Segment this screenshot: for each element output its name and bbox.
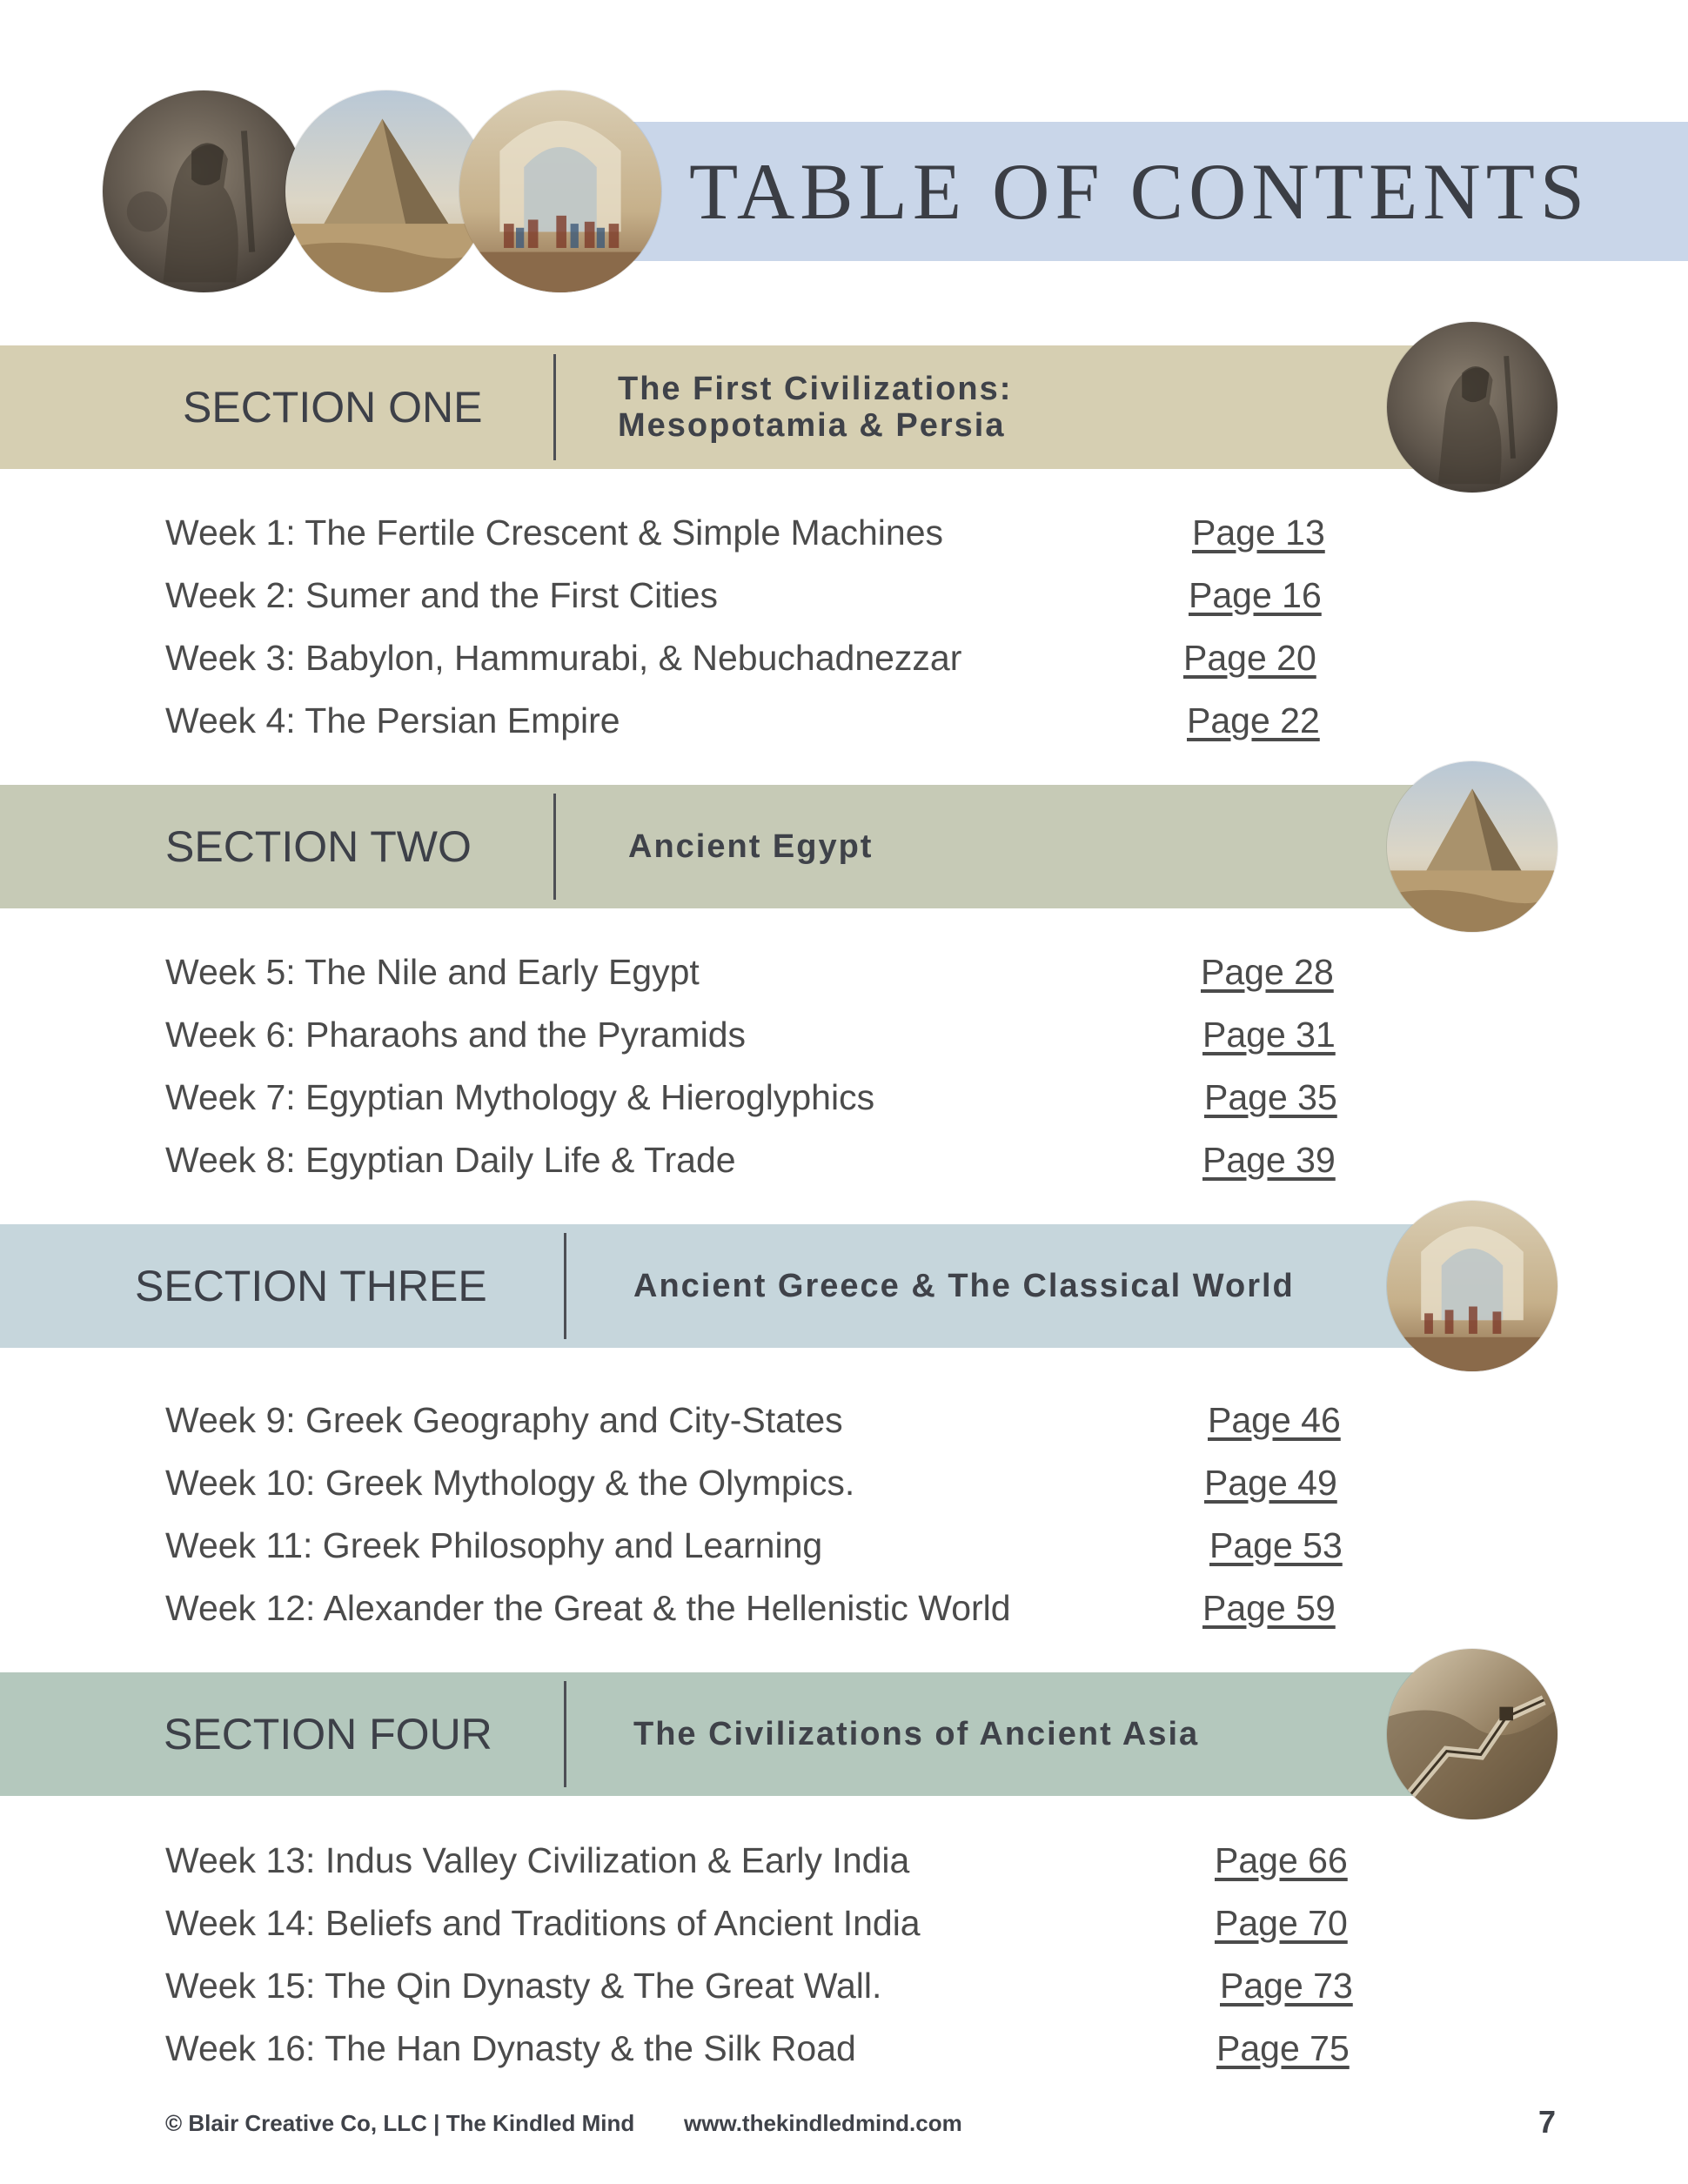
section-one-band [0,345,1453,469]
section-four-subtitle [633,1672,1199,1796]
section-three-band [0,1224,1453,1348]
week-title: Week 10: Greek Mythology & the Olympics. [165,1463,855,1503]
section-four-band [0,1672,1453,1796]
footer-website-link[interactable]: www.thekindledmind.com [684,2110,962,2136]
toc-row [165,1071,1383,1123]
toc-row [165,1582,1383,1634]
section-three-subtitle [633,1224,1295,1348]
toc-row [165,1008,1383,1061]
toc-row [165,1394,1383,1446]
footer-copyright: © Blair Creative Co, LLC | The Kindled Mind [165,2110,635,2136]
page-link[interactable]: Page 49 [1204,1463,1337,1503]
toc-row [165,694,1383,747]
toc-row [165,1897,1383,1949]
school-of-athens-image [1387,1201,1557,1371]
toc-row [165,1960,1383,2012]
page-link[interactable]: Page 13 [1192,513,1325,553]
pyramid-image [1387,761,1557,932]
week-title: Week 11: Greek Philosophy and Learning [165,1525,823,1565]
section-one-label: SECTION ONE [183,383,483,432]
week-title: Week 16: The Han Dynasty & the Silk Road [165,2028,856,2068]
assyrian-relief-image [1387,322,1557,492]
week-title: Week 3: Babylon, Hammurabi, & Nebuchadnezzar [165,638,962,678]
toc-row [165,632,1383,684]
section-divider [553,354,556,460]
page-link[interactable]: Page 35 [1204,1077,1337,1117]
great-wall-image [1387,1649,1557,1819]
section-three-label: SECTION THREE [135,1262,487,1310]
week-title: Week 8: Egyptian Daily Life & Trade [165,1140,736,1180]
page-link[interactable]: Page 16 [1189,575,1322,615]
page-link[interactable]: Page 53 [1209,1525,1343,1565]
week-title: Week 7: Egyptian Mythology & Hieroglyphics [165,1077,875,1117]
week-title: Week 12: Alexander the Great & the Hellenistic World [165,1588,1011,1628]
week-title: Week 2: Sumer and the First Cities [165,575,718,615]
section-four-label: SECTION FOUR [164,1710,492,1759]
week-title: Week 6: Pharaohs and the Pyramids [165,1015,746,1055]
section-two-subtitle [628,785,873,908]
page-link[interactable]: Page 70 [1215,1903,1348,1943]
week-title: Week 9: Greek Geography and City-States [165,1400,843,1440]
page-link[interactable]: Page 59 [1202,1588,1336,1628]
page-title: TABLE OF CONTENTS [689,147,1591,236]
page-link[interactable]: Page 75 [1216,2028,1350,2068]
page-link[interactable]: Page 46 [1208,1400,1341,1440]
page-link[interactable]: Page 66 [1215,1840,1348,1880]
week-title: Week 5: The Nile and Early Egypt [165,952,700,992]
school-of-athens-image [459,90,661,292]
section-divider [553,794,556,900]
section-one-subtitle [618,345,1012,469]
toc-row [165,2022,1383,2074]
section-two-band [0,785,1453,908]
page-link[interactable]: Page 31 [1202,1015,1336,1055]
section-three-subtitle-line1: Ancient Greece & The Classical World [633,1268,1295,1304]
section-one-subtitle-line2: Mesopotamia & Persia [618,407,1006,444]
page-link[interactable]: Page 20 [1183,638,1316,678]
section-two-label: SECTION TWO [165,822,472,871]
toc-row [165,569,1383,621]
week-title: Week 13: Indus Valley Civilization & Early India [165,1840,910,1880]
pyramid-image [285,90,487,292]
toc-row [165,506,1383,559]
page-number: 7 [1538,2104,1557,2140]
toc-row [165,946,1383,998]
section-divider [564,1681,566,1787]
toc-row [165,1519,1383,1571]
section-one-subtitle-line1: The First Civilizations: [618,371,1013,407]
week-title: Week 1: The Fertile Crescent & Simple Machines [165,513,944,553]
assyrian-relief-image [103,90,305,292]
page-link[interactable]: Page 73 [1220,1966,1353,2006]
page-link[interactable]: Page 39 [1202,1140,1336,1180]
week-title: Week 15: The Qin Dynasty & The Great Wall. [165,1966,882,2006]
section-two-subtitle-line1: Ancient Egypt [628,828,874,865]
toc-row [165,1134,1383,1186]
section-four-subtitle-line1: The Civilizations of Ancient Asia [633,1716,1200,1752]
toc-row [165,1834,1383,1886]
page-link[interactable]: Page 22 [1187,700,1320,740]
week-title: Week 4: The Persian Empire [165,700,620,740]
section-divider [564,1233,566,1339]
toc-row [165,1457,1383,1509]
page-link[interactable]: Page 28 [1201,952,1334,992]
week-title: Week 14: Beliefs and Traditions of Ancient India [165,1903,921,1943]
